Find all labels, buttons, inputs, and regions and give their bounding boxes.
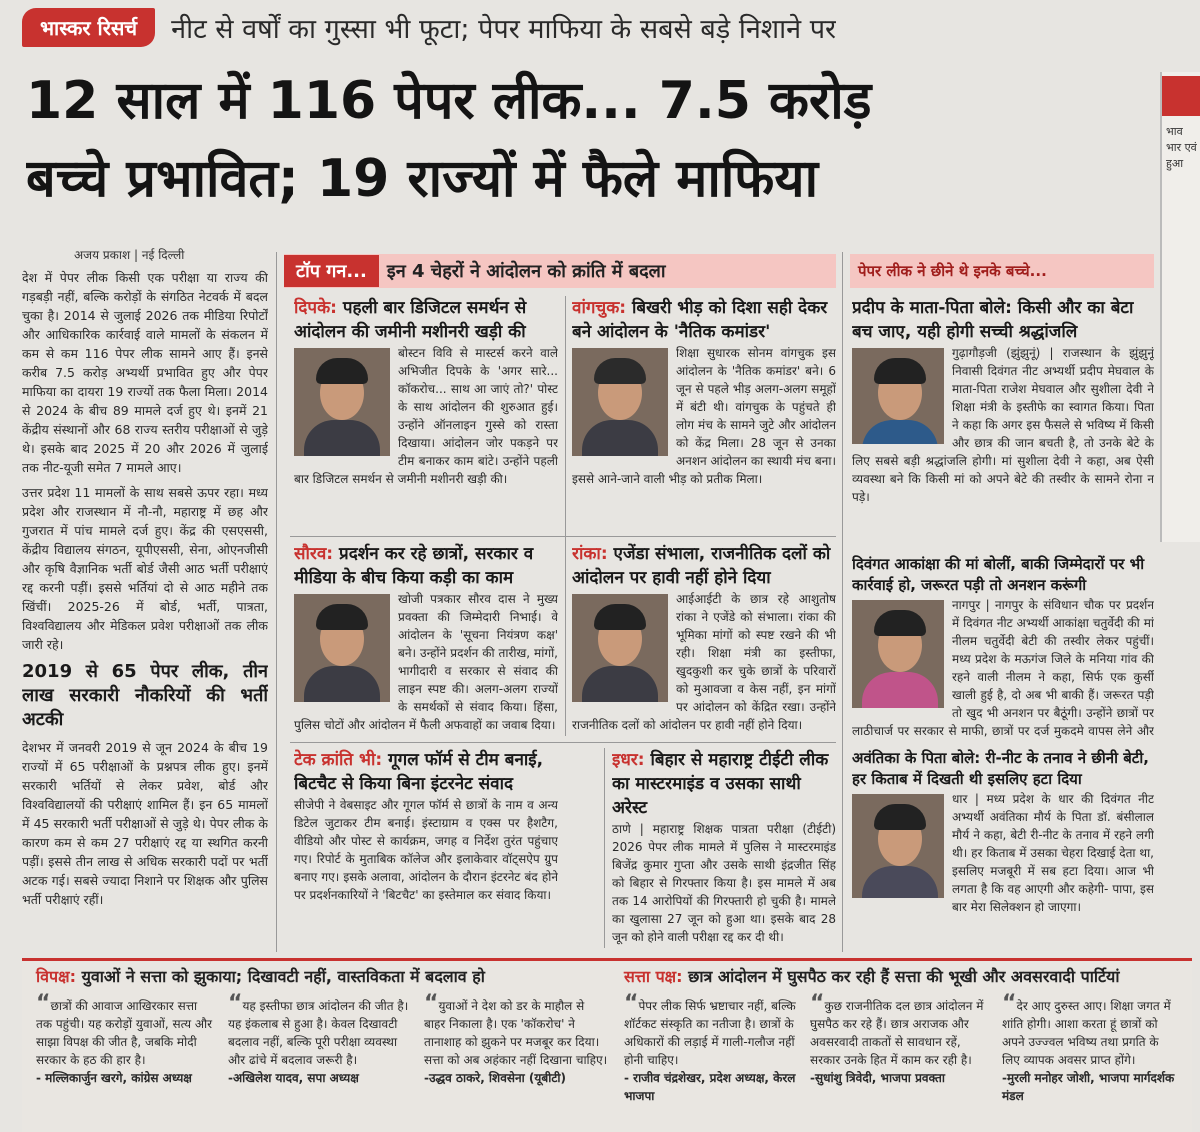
quote-sudhanshu-text: कुछ राजनीतिक दल छात्र आंदोलन में घुसपैठ कर रहे हैं। छात्र अराजक और अवसरवादी ताकतों से सावधान रहें, सरकार उनके हित में काम कर रही है। — [810, 999, 984, 1067]
byline: अजय प्रकाश | नई दिल्ली — [74, 248, 185, 262]
kicker-headline: नीट से वर्षों का गुस्सा भी फूटा; पेपर माफिया के सबसे बड़े निशाने पर — [171, 13, 837, 45]
adjacent-tab — [1162, 76, 1200, 116]
vipaksh-heading — [36, 965, 485, 987]
left-paragraph-2: उत्तर प्रदेश 11 मामलों के साथ सबसे ऊपर रहा। मध्य प्रदेश और राजस्थान में नौ-नौ, महाराष्ट्र में छह और गुजरात में पांच मामले दर्ज हुए। केंद्र की एसएससी, केंद्रीय विद्यालय संगठन, यूपीएससी, सेना, ओएनजीसी और कृषि वैज्ञानिक भर्ती बोर्ड जैसी आठ भर्ती परीक्षाएं रद्द करनी पड़ीं। इससे भर्तियां दो से आठ महीने तक खिंचीं। 2025-26 में बोर्ड, भर्ती, पात्रता, विश्वविद्यालय और मेडिकल प्रवेश परीक्षाओं तक लीक जारी रहे। — [22, 485, 268, 652]
vipaksh-label: विपक्ष: — [36, 967, 76, 986]
column-divider-2 — [842, 252, 843, 952]
photo-akanksha — [852, 600, 944, 708]
topgun-tag: टॉप गन... — [284, 255, 379, 287]
story-divider — [565, 296, 566, 736]
story-dipke-headline — [294, 296, 558, 344]
vipaksh-title: युवाओं ने सत्ता को झुकाया; दिखावटी नहीं, वास्तविकता में बदलाव हो — [81, 967, 485, 986]
story-saurav-body: खोजी पत्रकार सौरव दास ने मुख्य प्रवक्ता की जिम्मेदारी निभाई। वे आंदोलन के 'सूचना नियंत्रण कक्ष' बने। उन्होंने प्रदर्शन की तारीख, मांगों, भागीदारी व सरकार से संवाद की लाइन स्पष्ट की। अलग-अलग राज्यों के समर्थकों से संवाद किया। हिंसा, पुलिस चोटों और आंदोलन में फैली अफवाहों का जवाब दिया। — [294, 592, 558, 732]
brand-label: भास्कर रिसर्च — [22, 8, 155, 47]
quote-joshi-text: देर आए दुरुस्त आए। शिक्षा जगत में शांति होगी। आशा करता हूं छात्रों को अपने उज्ज्वल भविष्य तथा प्रगति के लिए व्यापक अवसर प्राप्त होंगे। — [1002, 999, 1171, 1067]
story-ranka-title: एजेंडा संभाला, राजनीतिक दलों को आंदोलन पर हावी नहीं होने दिया — [572, 544, 831, 588]
right-section-header — [850, 254, 1154, 288]
satta-label: सत्ता पक्ष: — [624, 967, 683, 986]
left-paragraph-1: देश में पेपर लीक किसी एक परीक्षा या राज्य की गड़बड़ी नहीं, बल्कि करोड़ों के संगठित नेटवर्क में बदल चुका है। 2014 से जुलाई 2026 तक मीडिया रिपोर्टों और आधिकारिक कार्रवाई वाले मामलों के संकलन में कम से कम 116 पेपर लीक सामने आए हैं। इनसे करीब 7.5 करोड़ अभ्यर्थी प्रभावित हुए और पेपर माफिया का दायरा 19 राज्यों तक फैला मिला। 2014 से 2024 के बीच 89 मामले दर्ज हुए थे। इनमें 21 केंद्रीय संस्थानों और 68 राज्य स्तरीय परीक्षाओं से जुड़े थे। इसके बाद 2025 में 20 और 2026 में जुलाई तक नीट-यूजी समेत 7 मामले आए। — [22, 270, 268, 475]
photo-pradeep — [852, 348, 944, 444]
left-subheading: 2019 से 65 पेपर लीक, तीन लाख सरकारी नौकरियों की भर्ती अटकी — [22, 661, 268, 730]
quote-rajeev-text: पेपर लीक सिर्फ भ्रष्टाचार नहीं, बल्कि शॉर्टकट संस्कृति का नतीजा है। छात्रों के अधिकारों की लड़ाई में गाली-गलौज नहीं होनी चाहिए। — [624, 999, 796, 1067]
story-tet-body: ठाणे | महाराष्ट्र शिक्षक पात्रता परीक्षा (टीईटी) 2026 पेपर लीक मामले में पुलिस ने मास्टरमाइंड बिजेंद्र कुमार गुप्ता और उसके साथी इंद्रजीत सिंह को बिहार से गिरफ्तार किया है। इस मामले में अब तक 14 आरोपियों की गिरफ्तारी हो चुकी है। मामले का खुलासा 27 जून को हुआ था। इसके बाद 28 जून को होने वाली परीक्षा रद्द कर दी थी। — [612, 822, 836, 944]
story-dipke-title: पहली बार डिजिटल समर्थन से आंदोलन की जमीनी मशीनरी खड़ी की — [294, 298, 527, 342]
story-akanksha-body: नागपुर | नागपुर के संविधान चौक पर प्रदर्शन में दिवंगत नीट अभ्यर्थी आकांक्षा चतुर्वेदी की मां नीलम चतुर्वेदी बेटी की तस्वीर लेकर पहुंचीं। मध्य प्रदेश के मऊगंज जिले के मनिया गांव की रहने वाली नीलम ने कहा, सिर्फ एक कुर्सी खाली हुई है, दो अब भी बाकी हैं। जरूरत पड़ी तो खुद भी अनशन पर बैठूंगी। उन्होंने छात्रों पर लाठीचार्ज पर सरकार से माफी, छात्रों पर दर्ज मुकदमे वापस लेने और — [852, 598, 1154, 738]
quote-akhilesh-author: -अखिलेश यादव, सपा अध्यक्ष — [228, 1071, 359, 1085]
story-ranka-headline — [572, 542, 836, 590]
quote-uddhav — [424, 991, 608, 1087]
quote-mark-icon: “ — [1002, 991, 1017, 1016]
quote-mark-icon: “ — [36, 991, 51, 1016]
story-avantika-headline: अवंतिका के पिता बोले: री-नीट के तनाव ने छीनी बेटी, हर किताब में दिखती थी इसलिए हटा दिया — [852, 749, 1149, 788]
story-pradeep-body: गुढ़ागौड़जी (झुंझुनूं) | राजस्थान के झुंझुनूं निवासी दिवंगत नीट अभ्यर्थी प्रदीप मेघवाल के माता-पिता राजेश मेघवाल और सुशीला देवी ने शिक्षा मंत्री के इस्तीफे का स्वागत किया। पिता ने कहा कि अगर इस फैसले से भविष्य में किसी और छात्र की जान बचती है, तो उनके बेटे के लिए सबसे बड़ी श्रद्धांजलि होगी। मां सुशीला देवी ने कहा, अब ऐसी व्यवस्था बने कि किसी मां को अपने बेटे की तस्वीर के सामने रोना न पड़े। — [852, 346, 1154, 504]
story-row-divider-2 — [290, 742, 836, 743]
story-tech-headline — [294, 748, 558, 796]
story-saurav-lead: सौरव: — [294, 544, 334, 564]
photo-sonam-wangchuk — [572, 348, 668, 456]
topgun-title: इन 4 चेहरों ने आंदोलन को क्रांति में बदला — [386, 261, 666, 282]
topgun-header — [284, 254, 836, 288]
story-avantika — [852, 748, 1154, 948]
top-bar — [22, 6, 1200, 48]
story-wangchuk — [572, 296, 836, 532]
quote-uddhav-author: -उद्धव ठाकरे, शिवसेना (यूबीटी) — [424, 1071, 566, 1085]
quote-joshi — [1002, 991, 1180, 1105]
quote-mark-icon: “ — [228, 991, 243, 1016]
story-row-divider — [290, 536, 836, 537]
story-ranka — [572, 542, 836, 738]
quote-akhilesh-text: यह इस्तीफा छात्र आंदोलन की जीत है। यह इंकलाब से हुआ है। केवल दिखावटी बदलाव नहीं, बल्कि पूरी परीक्षा व्यवस्था और ढांचे में बदलाव जरूरी है। — [228, 999, 409, 1067]
story-saurav-title: प्रदर्शन कर रहे छात्रों, सरकार व मीडिया के बीच किया कड़ी का काम — [294, 544, 534, 588]
satta-title: छात्र आंदोलन में घुसपैठ कर रही हैं सत्ता की भूखी और अवसरवादी पार्टियां — [688, 967, 1120, 986]
quote-mark-icon: “ — [424, 991, 439, 1016]
story-ranka-body: आईआईटी के छात्र रहे आशुतोष रांका ने एजेंडे को संभाला। रांका की भूमिका मांगों को स्पष्ट रखने की भी रही। शिक्षा मंत्री का इस्तीफा, खुदकुशी कर चुके छात्रों के परिवारों को मुआवजा व केस नहीं, इन मांगों पर आंदोलन को केंद्रित रखा। उन्होंने राजनीतिक दलों को आंदोलन पर हावी नहीं होने दिया। — [572, 592, 836, 732]
story-ranka-lead: रांका: — [572, 544, 608, 564]
story-saurav — [294, 542, 558, 738]
quote-kharge — [36, 991, 216, 1087]
story-pradeep — [852, 296, 1154, 550]
story-tet — [612, 748, 836, 948]
photo-abhijeet-dipke — [294, 348, 390, 456]
satta-heading — [624, 965, 1119, 987]
quote-rajeev — [624, 991, 800, 1105]
quote-sudhanshu — [810, 991, 990, 1087]
story-dipke-body: बोस्टन विवि से मास्टर्स करने वाले अभिजीत दिपके के 'अगर सारे... कॉकरोच... साथ आ जाएं तो?' पोस्ट के साथ आंदोलन की शुरुआत हुई। उन्होंने ऑनलाइन गुस्से को रास्ता दिखाया। आंदोलन जोर पकड़ने पर टीम बनाकर काम बांटे। उन्होंने पहली बार डिजिटल समर्थन से जमीनी मशीनरी खड़ी की। — [294, 346, 558, 486]
left-paragraph-3: देशभर में जनवरी 2019 से जून 2024 के बीच 19 राज्यों में 65 परीक्षाओं के प्रश्नपत्र लीक हुए। इनमें सरकारी भर्तियों से लेकर प्रवेश, बोर्ड और विश्वविद्यालयों की परीक्षाएं शामिल हैं। इन 65 मामलों में 45 सरकारी भर्ती परीक्षाओं से जुड़े थे। पेपर लीक के कारण कम से कम 27 परीक्षाएं रद्द या स्थगित करनी पड़ीं। इससे तीन लाख से अधिक सरकारी पदों पर भर्ती अटक गई। सबसे ज्यादा निशाने पर शिक्षक और पुलिस भर्ती परीक्षाएं रहीं। — [22, 740, 268, 907]
story-dipke — [294, 296, 558, 532]
right-section-title: पेपर लीक ने छीने थे इनके बच्चे... — [858, 262, 1047, 280]
story-pradeep-headline: प्रदीप के माता-पिता बोले: किसी और का बेटा बच जाए, यही होगी सच्ची श्रद्धांजलि — [852, 298, 1134, 342]
story-wangchuk-lead: वांगचुक: — [572, 298, 627, 318]
story-tet-title: बिहार से महाराष्ट्र टीईटी लीक का मास्टरमाइंड व उसका साथी अरेस्ट — [612, 750, 829, 818]
story-wangchuk-title: बिखरी भीड़ को दिशा सही देकर बने आंदोलन के 'नैतिक कमांडर' — [572, 298, 828, 342]
photo-ashutosh-ranka — [572, 594, 668, 702]
story-tech-title: गूगल फॉर्म से टीम बनाई, बिटचैट से किया बिना इंटरनेट संवाद — [294, 750, 544, 794]
headline-line-2: बच्चे प्रभावित; 19 राज्यों में फैले माफिया — [26, 149, 819, 209]
reactions-band — [22, 958, 1192, 1132]
story-wangchuk-body: शिक्षा सुधारक सोनम वांगचुक इस आंदोलन के 'नैतिक कमांडर' बने। 6 जून से पहले भीड़ अलग-अलग समूहों में बंटी थी। वांगचुक के पहुंचते ही लोग मंच के सामने जुटे और आंदोलन को केंद्र मिला। 28 जून से उनका अनशन आंदोलन का स्थायी मंच बना। इससे आने-जाने वाली भीड़ को प्रतीक मिला। — [572, 346, 836, 486]
adjacent-text: भाव भार एवं हुआ — [1166, 125, 1197, 170]
quote-mark-icon: “ — [624, 991, 639, 1016]
main-headline — [26, 62, 1156, 218]
quote-rajeev-author: - राजीव चंद्रशेखर, प्रदेश अध्यक्ष, केरल भाजपा — [624, 1071, 796, 1103]
story-avantika-body: धार | मध्य प्रदेश के धार की दिवंगत नीट अभ्यर्थी अवंतिका मौर्य के पिता डॉ. बंसीलाल मौर्य ने कहा, बेटी री-नीट के तनाव में रहने लगी थी। हर किताब में उसका चेहरा दिखाई देता था, इसलिए मजबूरी में सब हटा दिया। आज भी लगता है कि वह आएगी और कहेगी- पापा, इस बार मेरा सिलेक्शन हो जाएगा। — [952, 792, 1154, 914]
quote-kharge-text: छात्रों की आवाज आखिरकार सत्ता तक पहुंची। यह करोड़ों युवाओं, सत्य और साझा विपक्ष की जीत है, जबकि मोदी सरकार के हठ की हार है। — [36, 999, 213, 1067]
story-wangchuk-headline — [572, 296, 836, 344]
left-column — [22, 268, 268, 952]
quote-joshi-author: -मुरली मनोहर जोशी, भाजपा मार्गदर्शक मंडल — [1002, 1071, 1175, 1103]
story-tet-headline — [612, 748, 836, 820]
story-tech — [294, 748, 558, 948]
column-divider — [276, 252, 277, 952]
quote-mark-icon: “ — [810, 991, 825, 1016]
story-tech-lead: टेक क्रांति भी: — [294, 750, 383, 770]
story-akanksha-headline: दिवंगत आकांक्षा की मां बोलीं, बाकी जिम्मेदारों पर भी कार्रवाई हो, जरूरत पड़ी तो अनशन करूंगी — [852, 555, 1145, 594]
quote-kharge-author: - मल्लिकार्जुन खरगे, कांग्रेस अध्यक्ष — [36, 1071, 192, 1085]
quote-sudhanshu-author: -सुधांशु त्रिवेदी, भाजपा प्रवक्ता — [810, 1071, 945, 1085]
photo-avantika — [852, 794, 944, 898]
adjacent-column — [1160, 72, 1200, 542]
quote-akhilesh — [228, 991, 412, 1087]
story-divider-3 — [604, 748, 605, 948]
story-akanksha — [852, 554, 1154, 740]
story-saurav-headline — [294, 542, 558, 590]
photo-saurav-das — [294, 594, 390, 702]
headline-line-1: 12 साल में 116 पेपर लीक... 7.5 करोड़ — [26, 71, 872, 131]
story-tet-lead: इधर: — [612, 750, 645, 770]
story-tech-body: सीजेपी ने वेबसाइट और गूगल फॉर्म से छात्रों के नाम व अन्य डिटेल जुटाकर टीम बनाई। इंस्टाग्राम व एक्स पर हैशटैग, वीडियो और पोस्ट से कार्यक्रम, जगह व निर्देश तुरंत पहुंचाए गए। रिपोर्ट के मुताबिक कॉलेज और इलाकेवार वॉट्सऐप ग्रुप बनाए गए। इसके अलावा, आंदोलन के दौरान इंटरनेट बंद होने पर प्रदर्शनकारियों ने 'बिटचैट' का इस्तेमाल कर संवाद किया। — [294, 798, 558, 902]
quote-uddhav-text: युवाओं ने देश को डर के माहौल से बाहर निकाला है। एक 'कॉकरोच' ने तानाशाह को झुकने पर मजबूर कर दिया। सत्ता को अब अहंकार नहीं दिखाना चाहिए। — [424, 999, 608, 1067]
story-dipke-lead: दिपके: — [294, 298, 337, 318]
